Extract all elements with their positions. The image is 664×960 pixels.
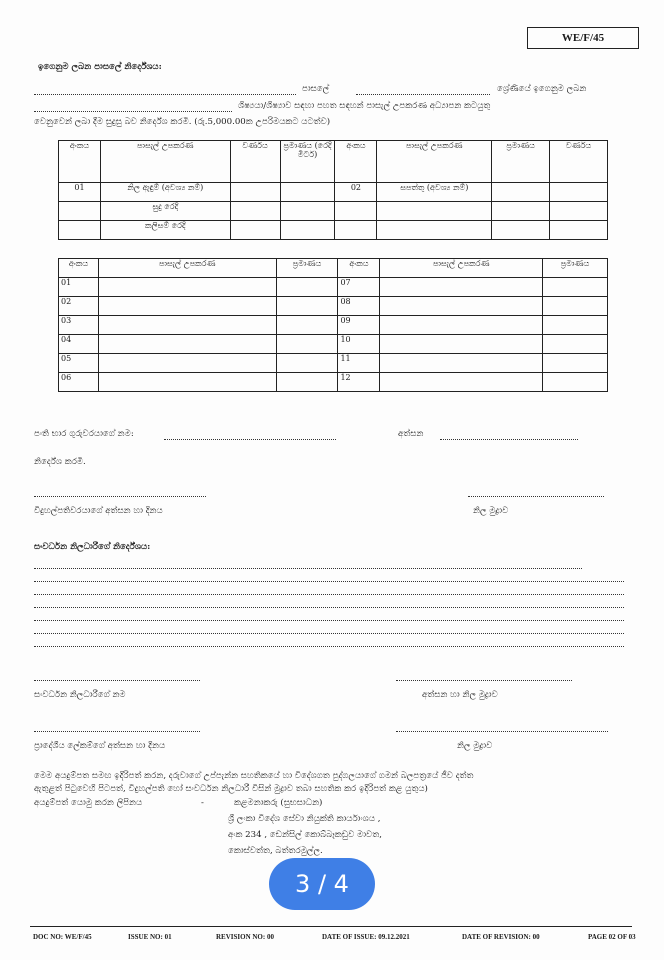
address-line-4: කොස්වත්ත, බත්තරමුල්ල. <box>228 846 323 856</box>
table-cell: 08 <box>338 297 380 316</box>
class-teacher-name-label: පංති භාර ගුරුවරයාගේ නම: <box>34 429 134 439</box>
ds-seal-line <box>396 731 608 732</box>
table-cell: 05 <box>59 354 99 373</box>
table-cell[interactable] <box>276 373 338 392</box>
principal-sign-line <box>34 496 206 497</box>
table2-header: අංකය <box>338 259 380 278</box>
principal-seal-line <box>468 496 604 497</box>
ds-official-seal-label: නිල මුද්‍රාව <box>457 741 493 751</box>
footer-date-of-issue: DATE OF ISSUE: 09.12.2021 <box>322 933 410 941</box>
dev-officer-line <box>34 581 624 582</box>
teacher-signature-line <box>440 439 578 440</box>
table-cell[interactable] <box>543 278 608 297</box>
table-row <box>59 373 608 392</box>
table-cell: 01 <box>59 183 101 202</box>
dev-officer-line <box>34 646 624 647</box>
table-cell: 02 <box>335 183 377 202</box>
table-cell: 02 <box>59 297 99 316</box>
table-cell: 04 <box>59 335 99 354</box>
table-row <box>59 297 608 316</box>
footer-rule <box>30 926 632 927</box>
table-cell[interactable] <box>276 297 338 316</box>
table1-header: අංකය <box>59 141 101 183</box>
ds-sign-date-label: ප්‍රාදේශීය ලේකම්ගේ අත්සන හා දිනය <box>34 741 166 751</box>
table-cell: සපත්තු (අවශ්‍ය නම්) <box>377 183 492 202</box>
table-cell[interactable] <box>280 202 335 221</box>
table-row <box>59 221 608 240</box>
table-cell[interactable] <box>492 183 550 202</box>
table-cell[interactable] <box>280 183 335 202</box>
table1-header: ප්‍රමාණය <box>492 141 550 183</box>
table2-header: ප්‍රමාණය <box>276 259 338 278</box>
footer-doc-no: DOC NO: WE/F/45 <box>33 933 92 941</box>
dev-officer-name-line <box>34 680 200 681</box>
principal-sign-date-label: විදුහල්පතිවරයාගේ අත්සන හා දිනය <box>34 506 163 516</box>
table1-header: පාසැල් උපකරණ <box>100 141 230 183</box>
table-cell[interactable] <box>98 373 276 392</box>
table-cell: සුදු රෙදි <box>100 202 230 221</box>
table-cell[interactable] <box>543 373 608 392</box>
table-cell[interactable] <box>276 354 338 373</box>
table-cell: කලිසම් රෙදි <box>100 221 230 240</box>
grade-line <box>356 94 490 95</box>
table-cell[interactable] <box>276 316 338 335</box>
table-cell[interactable] <box>492 221 550 240</box>
table-cell[interactable] <box>230 202 280 221</box>
table-cell: නිල ඇඳුම් (අවශ්‍ය නම්) <box>100 183 230 202</box>
table-cell <box>59 221 101 240</box>
footer-issue-no: ISSUE NO: 01 <box>128 933 172 941</box>
table1-header: අංකය <box>335 141 377 183</box>
table-row <box>59 316 608 335</box>
table-cell[interactable] <box>543 354 608 373</box>
table-cell[interactable] <box>98 316 276 335</box>
table-row <box>59 278 608 297</box>
table2-header: පාසැල් උපකරණ <box>380 259 543 278</box>
table-cell[interactable] <box>280 221 335 240</box>
table-cell[interactable] <box>380 278 543 297</box>
address-line-3: අංක 234 , ඩෙන්සිල් කොබ්බෑකඩුව මාවත, <box>228 830 382 840</box>
table-cell[interactable] <box>380 373 543 392</box>
dev-officer-name-label: සංවර්ධන නිලධාරීගේ නම <box>34 690 126 700</box>
table-row <box>59 354 608 373</box>
dev-officer-sign-seal-label: අත්සන හා නිල මුද්‍රාව <box>422 690 498 700</box>
table-cell[interactable] <box>230 221 280 240</box>
equipment-table-2 <box>58 258 608 392</box>
table2-header-row <box>59 259 608 278</box>
send-address-label: අයදුම්පත් යොමු කරන ලිපිනය <box>34 798 143 808</box>
table2-header: අංකය <box>59 259 99 278</box>
page-indicator: 3 / 4 <box>269 858 375 910</box>
school-recommendation-heading: ඉගෙනුම ලබන පාසලේ නිර්දේශය: <box>38 62 162 72</box>
student-name-line <box>34 111 232 112</box>
table-cell[interactable] <box>98 335 276 354</box>
table-row <box>59 335 608 354</box>
footer-revision-no: REVISION NO: 00 <box>216 933 274 941</box>
table-cell[interactable] <box>543 335 608 354</box>
footer-date-of-revision: DATE OF REVISION: 00 <box>462 933 540 941</box>
table-cell: 07 <box>338 278 380 297</box>
table-cell[interactable] <box>380 316 543 335</box>
table-cell: 11 <box>338 354 380 373</box>
note-line-1: මෙම අයදුම්පත සමඟ ඉදිරිපත් කරන, දරුවාගේ උප්පැන්න සහතිකයේ හා විදේශගත පුද්ගලයාගේ ගමන් බලපත්‍රයේ ජීව දත්ත <box>34 771 474 781</box>
table-cell[interactable] <box>492 202 550 221</box>
table-cell[interactable] <box>276 278 338 297</box>
table-cell[interactable] <box>98 278 276 297</box>
table-cell[interactable] <box>377 202 492 221</box>
table-cell: 09 <box>338 316 380 335</box>
table-cell[interactable] <box>550 202 608 221</box>
table2-header: ප්‍රමාණය <box>543 259 608 278</box>
table1-header: වර්ණය <box>230 141 280 183</box>
table1-header: වර්ණය <box>550 141 608 183</box>
address-line-2: ශ්‍රී ලංකා විදේශ සේවා නියුක්ති කාර්යාංශය , <box>228 814 381 824</box>
ds-sign-line <box>34 731 200 732</box>
table-cell[interactable] <box>380 354 543 373</box>
table-cell[interactable] <box>230 183 280 202</box>
table-cell[interactable] <box>550 183 608 202</box>
dev-officer-sign-line <box>396 680 572 681</box>
dev-officer-line <box>34 594 624 595</box>
table1-header: ප්‍රමාණය (රෙදි මීටර්) <box>280 141 335 183</box>
dev-officer-line <box>34 633 624 634</box>
table-row <box>59 202 608 221</box>
class-teacher-name-line <box>164 439 336 440</box>
recommend-text-2: නිර්දේශ කරමි. <box>34 457 86 467</box>
table-cell[interactable] <box>380 335 543 354</box>
school-label: පාසලේ <box>302 84 330 94</box>
table-row <box>59 183 608 202</box>
student-text: ශිෂ්‍යයා/ශිෂ්‍යාව සඳහා පහත සඳහන් පාසැල් උපකරණ අධ්‍යාපන කටයුතු <box>238 101 491 111</box>
table-cell[interactable] <box>276 335 338 354</box>
dev-officer-line <box>34 568 582 569</box>
table-cell[interactable] <box>550 221 608 240</box>
recommend-text: වෙනුවෙන් ලබා දීම සුදුසු බව නිර්දේශ කරමි. (රු.5,000.00ක උපරිමයකට යටත්ව) <box>34 117 331 127</box>
table-cell: 03 <box>59 316 99 335</box>
table-cell: 06 <box>59 373 99 392</box>
table-cell[interactable] <box>543 316 608 335</box>
table-cell <box>335 202 377 221</box>
table-cell[interactable] <box>377 221 492 240</box>
table2-header: පාසැල් උපකරණ <box>98 259 276 278</box>
grade-label: ශ්‍රේණියේ ඉගෙනුම ලබන <box>497 84 587 94</box>
table-cell <box>335 221 377 240</box>
dev-officer-line <box>34 607 624 608</box>
equipment-table-1 <box>58 140 608 240</box>
table-cell[interactable] <box>98 297 276 316</box>
footer-page: PAGE 02 OF 03 <box>588 933 636 941</box>
table1-header: පාසැල් උපකරණ <box>377 141 492 183</box>
table-cell: 10 <box>338 335 380 354</box>
form-code-box: WE/F/45 <box>527 27 639 49</box>
table-cell: 01 <box>59 278 99 297</box>
table-cell[interactable] <box>543 297 608 316</box>
note-line-2: ඇතුළත් පිටුවෙහි පිටපත්, විදුහල්පති හෝ සංවර්ධන නිලධාරී විසින් මුද්‍රාව තබා සහතික කර ඉදිරිපත් කළ යුතුය) <box>34 784 428 794</box>
teacher-signature-label: අත්සන <box>398 429 424 439</box>
table-cell[interactable] <box>380 297 543 316</box>
table1-header-row <box>59 141 608 183</box>
address-line-1: කළමනාකරු (සුභසාධන) <box>234 798 323 808</box>
dev-officer-heading: සංවර්ධන නිලධාරීගේ නිර්දේශය: <box>34 542 151 552</box>
table-cell <box>59 202 101 221</box>
address-dash: - <box>201 798 204 808</box>
dev-officer-line <box>34 620 624 621</box>
official-seal-label: නිල මුද්‍රාව <box>473 506 509 516</box>
table-cell[interactable] <box>98 354 276 373</box>
table-cell: 12 <box>338 373 380 392</box>
school-name-line <box>34 94 296 95</box>
